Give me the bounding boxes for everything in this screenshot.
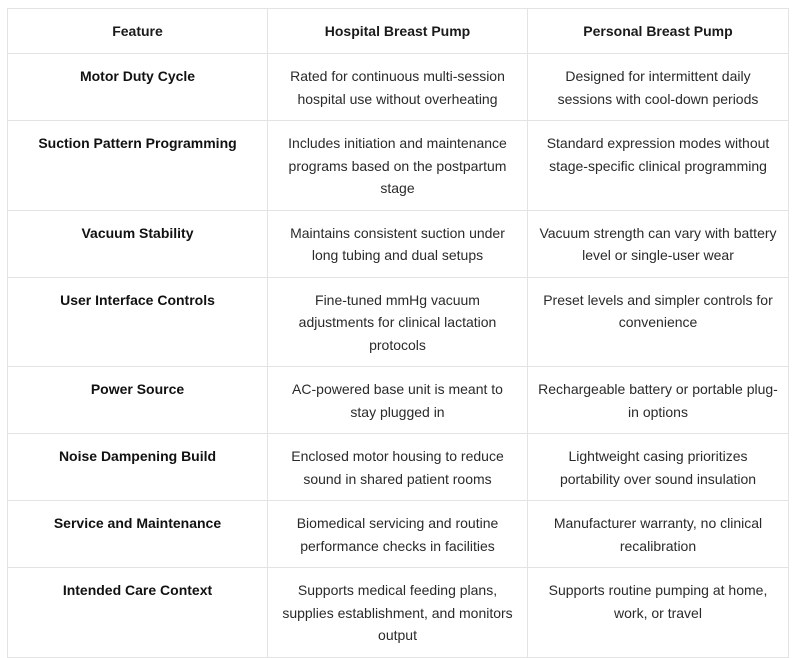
comparison-table-container (7, 8, 788, 658)
hospital-cell: AC-powered base unit is meant to stay plugged in (268, 367, 528, 434)
table-row (8, 210, 789, 277)
header-hospital-breast-pump: Hospital Breast Pump (268, 9, 528, 54)
feature-cell: Noise Dampening Build (8, 434, 268, 501)
personal-cell: Supports routine pumping at home, work, or travel (528, 568, 789, 658)
table-row (8, 54, 789, 121)
header-personal-breast-pump: Personal Breast Pump (528, 9, 789, 54)
personal-cell: Manufacturer warranty, no clinical recalibration (528, 501, 789, 568)
feature-cell: Power Source (8, 367, 268, 434)
feature-cell: Intended Care Context (8, 568, 268, 658)
header-feature: Feature (8, 9, 268, 54)
hospital-cell: Rated for continuous multi-session hospital use without overheating (268, 54, 528, 121)
personal-cell: Standard expression modes without stage-specific clinical programming (528, 121, 789, 211)
feature-cell: Vacuum Stability (8, 210, 268, 277)
feature-cell: Suction Pattern Programming (8, 121, 268, 211)
personal-cell: Vacuum strength can vary with battery level or single-user wear (528, 210, 789, 277)
table-row (8, 367, 789, 434)
feature-cell: User Interface Controls (8, 277, 268, 367)
hospital-cell: Includes initiation and maintenance programs based on the postpartum stage (268, 121, 528, 211)
personal-cell: Rechargeable battery or portable plug-in options (528, 367, 789, 434)
table-row (8, 121, 789, 211)
hospital-cell: Fine-tuned mmHg vacuum adjustments for clinical lactation protocols (268, 277, 528, 367)
table-header (8, 9, 789, 54)
personal-cell: Designed for intermittent daily sessions with cool-down periods (528, 54, 789, 121)
personal-cell: Preset levels and simpler controls for convenience (528, 277, 789, 367)
table-body (8, 54, 789, 658)
comparison-table (7, 8, 789, 658)
feature-cell: Service and Maintenance (8, 501, 268, 568)
personal-cell: Lightweight casing prioritizes portability over sound insulation (528, 434, 789, 501)
header-row (8, 9, 789, 54)
hospital-cell: Enclosed motor housing to reduce sound in shared patient rooms (268, 434, 528, 501)
hospital-cell: Maintains consistent suction under long tubing and dual setups (268, 210, 528, 277)
hospital-cell: Supports medical feeding plans, supplies establishment, and monitors output (268, 568, 528, 658)
table-row (8, 568, 789, 658)
feature-cell: Motor Duty Cycle (8, 54, 268, 121)
hospital-cell: Biomedical servicing and routine performance checks in facilities (268, 501, 528, 568)
table-row (8, 434, 789, 501)
table-row (8, 277, 789, 367)
table-row (8, 501, 789, 568)
